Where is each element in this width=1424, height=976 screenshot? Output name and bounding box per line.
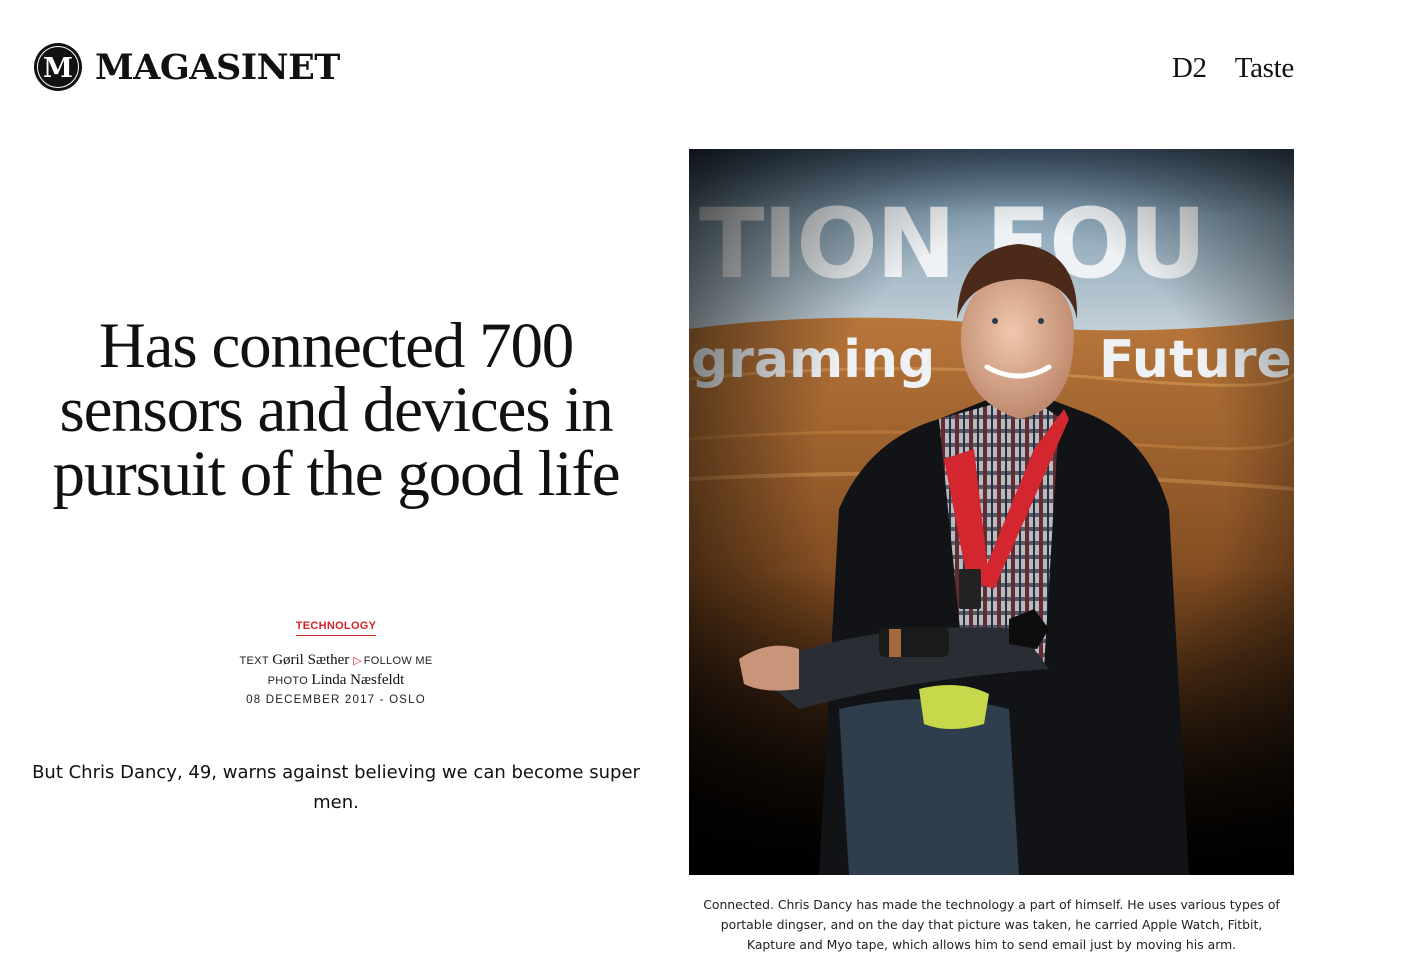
dateline: 08 DECEMBER 2017 - OSLO (246, 694, 426, 706)
logo-badge (34, 43, 82, 91)
photographer-name: Linda Næsfeldt (311, 672, 405, 688)
follow-icon[interactable]: ▷ (353, 655, 362, 667)
top-nav (1172, 52, 1294, 85)
photo-label: PHOTO (267, 675, 309, 687)
text-label: TEXT (239, 655, 269, 667)
photo-caption: Connected. Chris Dancy has made the technology a part of himself. He uses various types of portable dingser, and on the day that picture was taken, he carried Apple Watch, Fitbit, Kapture and Myo tape, which allows him to send email just by moving his arm. (703, 897, 1280, 952)
article-headline: Has connected 700 sensors and devices in pursuit of the good life (52, 310, 620, 510)
logo-wordmark: MAGASINET (95, 46, 340, 88)
article-lede: But Chris Dancy, 49, warns against believing we can become super men. (32, 762, 640, 813)
author-name[interactable]: Gøril Sæther (272, 652, 350, 668)
nav-link-d2[interactable]: D2 (1171, 52, 1207, 84)
photo-illustration (689, 149, 1294, 875)
logo-letter: M (43, 52, 73, 84)
byline-photographer (20, 672, 652, 689)
follow-me-link[interactable]: FOLLOW ME (363, 655, 433, 667)
category-link[interactable]: TECHNOLOGY (296, 620, 377, 636)
article-photo (689, 149, 1294, 875)
site-logo[interactable] (34, 43, 340, 91)
byline-author (20, 652, 652, 669)
nav-link-taste[interactable]: Taste (1234, 52, 1294, 84)
category-row (20, 616, 652, 634)
